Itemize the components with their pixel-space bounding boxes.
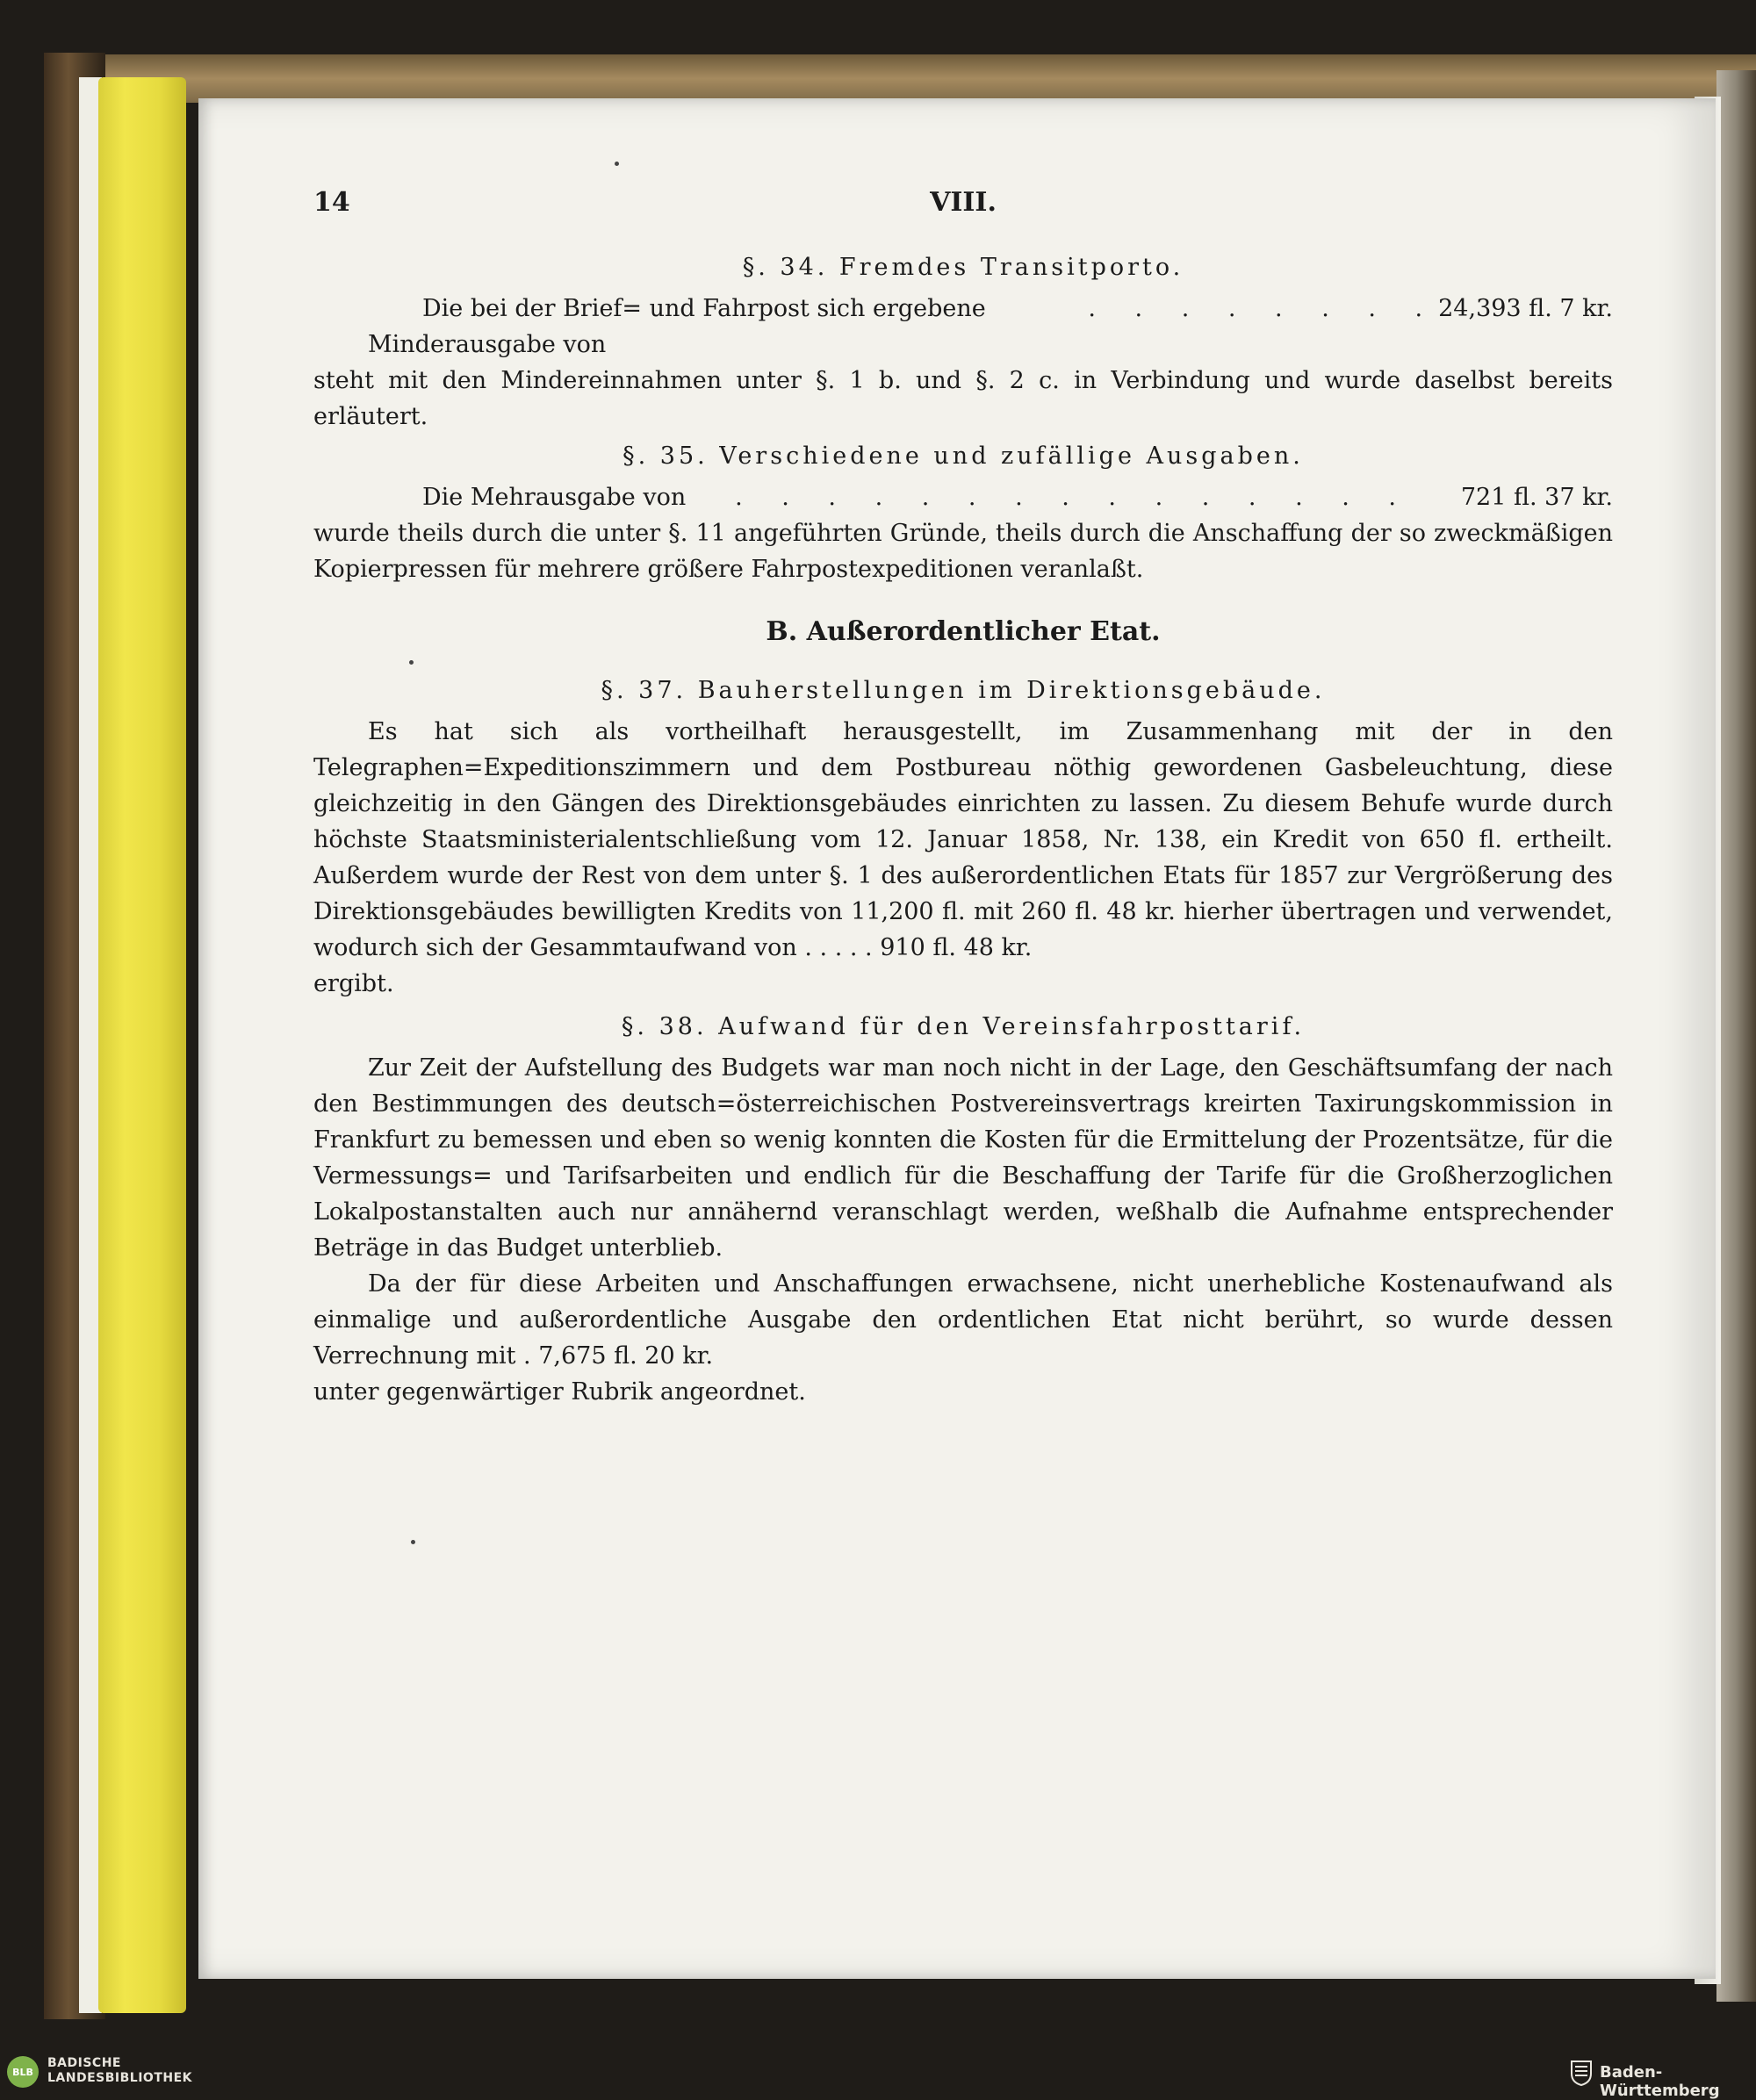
s34-line2: steht mit den Mindereinnahmen unter §. 1 b. und §. 2 c. in Verbindung und wurde daselbst bereits erläutert. bbox=[313, 367, 1613, 430]
s37-leader-dots: . . . . . bbox=[804, 934, 873, 961]
page-edges-yellow bbox=[98, 77, 186, 2013]
s34-amount-line bbox=[313, 291, 1613, 363]
s34-amount: 24,393 fl. 7 kr. bbox=[1438, 295, 1613, 322]
s34-leader-dots: . . . . . . . . bbox=[1088, 295, 1439, 322]
viewer-footer-bar bbox=[0, 2051, 1756, 2100]
library-logo-icon: BLB bbox=[7, 2056, 39, 2088]
section-heading-37: §. 37. Bauherstellungen im Direktionsgebäude. bbox=[601, 677, 1326, 704]
s35-amount-line bbox=[313, 479, 1613, 515]
s38-para2 bbox=[313, 1266, 1613, 1374]
part-b-heading: B. Außerordentlicher Etat. bbox=[766, 616, 1161, 647]
section-heading-34: §. 34. Fremdes Transitporto. bbox=[742, 254, 1184, 281]
print-speck bbox=[411, 1540, 415, 1544]
chapter-mark: VIII. bbox=[930, 187, 997, 218]
s38-tail: unter gegenwärtiger Rubrik angeordnet. bbox=[313, 1378, 806, 1406]
s34-line1-text: Die bei der Brief= und Fahrpost sich ergebene Minderausgabe von bbox=[368, 295, 986, 358]
s35-line1-text: Die Mehrausgabe von bbox=[422, 484, 687, 511]
book-cover-right bbox=[1716, 70, 1756, 2002]
library-name-line1: BADISCHE bbox=[47, 2056, 121, 2070]
s38-amount: 7,675 fl. 20 kr. bbox=[538, 1342, 714, 1370]
page-text bbox=[313, 184, 1613, 1410]
s37-amount: 910 fl. 48 kr. bbox=[880, 934, 1033, 961]
state-name: Baden-Württemberg bbox=[1600, 2063, 1720, 2100]
s37-tail: ergibt. bbox=[313, 970, 394, 997]
state-coat-of-arms-icon bbox=[1570, 2058, 1593, 2086]
s37-body-text: Es hat sich als vortheilhaft herausgestellt, im Zusammenhang mit der in den Telegraphen=Expeditionszimmern und dem Postbureau nöthig gewordenen Gasbeleuchtung, diese gleichzeitig in den Gängen des Direktionsgebäudes einrichten zu lassen. Zu diesem Behufe wurde durch höchste Staatsministerialentschließung vom 12. Januar 1858, Nr. 138, ein Kredit von 650 fl. ertheilt. Außerdem wurde der Rest von dem unter §. 1 des außerordentlichen Etats für 1857 zur Vergrößerung des Direktionsgebäudes bewilligten Kredits von 11,200 fl. mit 260 fl. 48 kr. hierher übertragen und verwendet, wodurch sich der Gesammtaufwand von bbox=[313, 718, 1613, 961]
s35-leader-dots: . . . . . . . . . . . . . . . bbox=[735, 484, 1412, 511]
s35-amount: 721 fl. 37 kr. bbox=[1460, 484, 1613, 511]
section-heading-35: §. 35. Verschiedene und zufällige Ausgaben. bbox=[623, 442, 1304, 470]
s35-body: wurde theils durch die unter §. 11 angeführten Gründe, theils durch die Anschaffung der so zweckmäßigen Kopierpressen für mehrere größere Fahrpostexpeditionen veranlaßt. bbox=[313, 520, 1613, 583]
section-heading-38: §. 38. Aufwand für den Vereinsfahrposttarif. bbox=[621, 1013, 1306, 1040]
page-number: 14 bbox=[313, 187, 350, 218]
s38-para2-text: Da der für diese Arbeiten und Anschaffungen erwachsene, nicht unerhebliche Kostenaufwand als einmalige und außerordentliche Ausgabe den ordentlichen Etat nicht berührt, so wurde dessen Verrechnung mit bbox=[313, 1270, 1613, 1370]
s38-leader-dots: . bbox=[523, 1342, 531, 1370]
running-header bbox=[313, 184, 1613, 237]
s38-para1: Zur Zeit der Aufstellung des Budgets war man noch nicht in der Lage, den Geschäftsumfang der nach den Bestimmungen des deutsch=österreichischen Postvereinsvertrags kreirten Taxirungskommission in Frankfurt zu bemessen und eben so wenig konnten die Kosten für die Ermittelung der Prozentsätze, für die Vermessungs= und Tarifsarbeiten und endlich für die Beschaffung der Tarife für die Großherzoglichen Lokalpostanstalten auch nur annähernd veranschlagt werden, weßhalb die Aufnahme entsprechender Beträge in das Budget unterblieb. bbox=[313, 1054, 1613, 1262]
library-name-line2: LANDESBIBLIOTHEK bbox=[47, 2071, 193, 2085]
library-name bbox=[47, 2056, 192, 2086]
s37-body bbox=[313, 714, 1613, 966]
book-cover-top bbox=[88, 54, 1756, 103]
print-speck bbox=[615, 162, 619, 166]
